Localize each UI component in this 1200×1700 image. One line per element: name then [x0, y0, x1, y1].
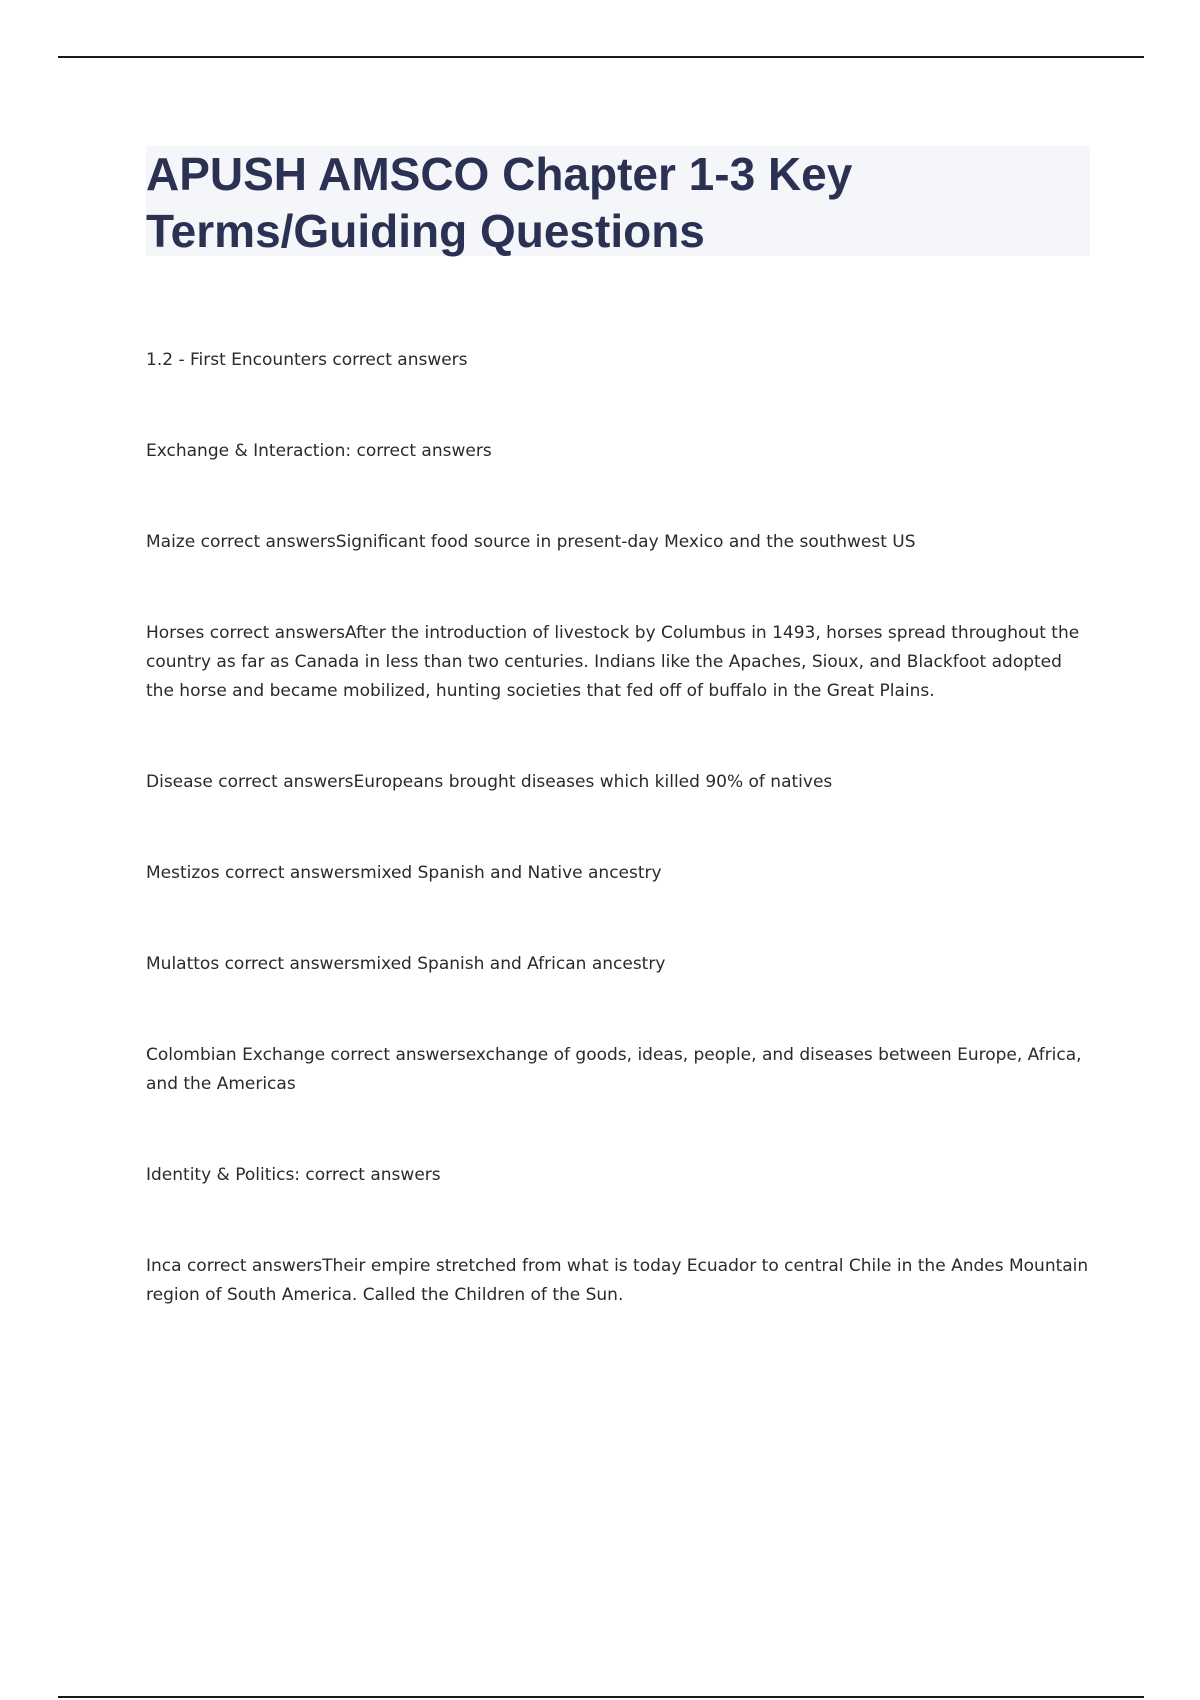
entry-disease	[146, 768, 1090, 797]
entry-mulattos	[146, 950, 1090, 979]
entry-term: 1.2 - First Encounters correct answers	[146, 350, 468, 370]
entry-answer: Europeans brought diseases which killed 90% of natives	[353, 772, 833, 792]
entry-list	[146, 346, 1090, 1372]
entry-term: Inca correct answers	[146, 1256, 323, 1276]
entry-term: Identity & Politics: correct answers	[146, 1165, 441, 1185]
entry-answer: Their empire stretched from what is today Ecuador to central Chile in the Andes Mountain region of South America. Called the Children of the Sun.	[146, 1256, 1089, 1305]
entry-first-encounters	[146, 346, 1090, 375]
entry-term: Maize correct answers	[146, 532, 336, 552]
entry-term: Mestizos correct answers	[146, 863, 361, 883]
entry-answer: Significant food source in present-day Mexico and the southwest US	[335, 532, 916, 552]
entry-answer: mixed Spanish and Native ancestry	[360, 863, 662, 883]
entry-answer: exchange of goods, ideas, people, and diseases between Europe, Africa, and the Americas	[146, 1045, 1082, 1094]
entry-horses	[146, 619, 1090, 706]
entry-term: Mulattos correct answers	[146, 954, 360, 974]
document-title: APUSH AMSCO Chapter 1-3 Key Terms/Guiding Questions	[146, 148, 853, 257]
title-banner	[146, 146, 1090, 256]
entry-answer: After the introduction of livestock by Columbus in 1493, horses spread throughout the country as far as Canada in less than two centuries. Indians like the Apaches, Sioux, and Blackfoot adopted the horse and became mobilized, hunting societies that fed off of buffalo in the Great Plains.	[146, 623, 1080, 701]
entry-term: Colombian Exchange correct answers	[146, 1045, 466, 1065]
bottom-divider	[58, 1696, 1144, 1698]
entry-inca	[146, 1252, 1090, 1310]
entry-term: Horses correct answers	[146, 623, 345, 643]
entry-colombian-exchange	[146, 1041, 1090, 1099]
entry-answer: mixed Spanish and African ancestry	[359, 954, 666, 974]
entry-term: Exchange & Interaction: correct answers	[146, 441, 492, 461]
entry-term: Disease correct answers	[146, 772, 354, 792]
entry-mestizos	[146, 859, 1090, 888]
top-divider	[58, 56, 1144, 58]
entry-maize	[146, 528, 1090, 557]
entry-exchange-interaction	[146, 437, 1090, 466]
entry-identity-politics	[146, 1161, 1090, 1190]
